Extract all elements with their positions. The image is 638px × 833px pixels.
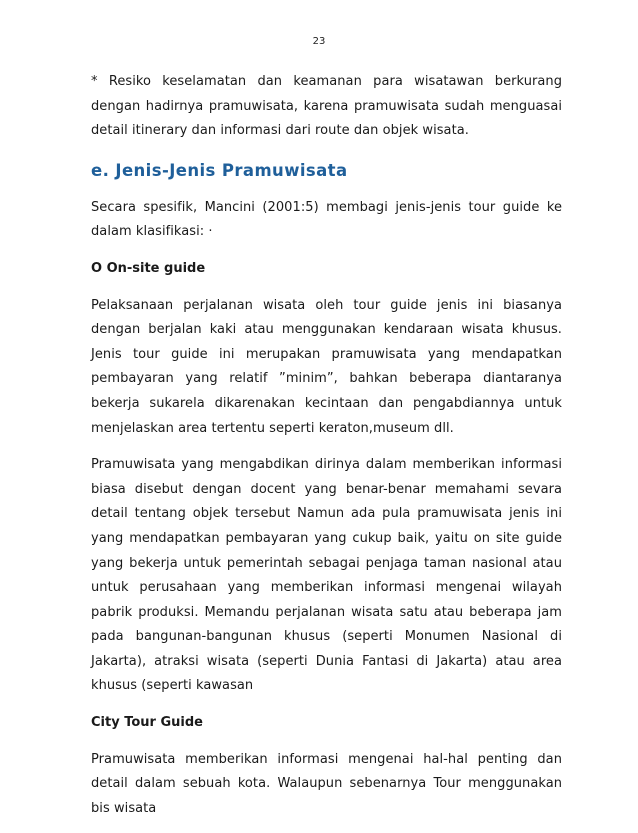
paragraph-risk: * Resiko keselamatan dan keamanan para wisatawan berkurang dengan hadirnya pramuwisata, karena pramuwisata sudah menguasai detail itinerary dan informasi dari route dan objek wisata.: [91, 74, 562, 139]
paragraph-citytour: Pramuwisata memberikan informasi mengenai hal-hal penting dan detail dalam sebuah kota. Walaupun sebenarnya Tour menggunakan bis wisata: [91, 751, 562, 816]
paragraph-docent: Pramuwisata yang mengabdikan dirinya dalam memberikan informasi biasa disebut dengan docent yang benar-benar memahami sevara detail tentang objek tersebut Namun ada pula pramuwisata jenis ini yang mendapatkan pembayaran yang cukup baik, yaitu on site guide yang bekerja untuk pemerintah sebagai penjaga taman nasional atau untuk perusahaan yang memberikan informasi mengenai wilayah pabrik produksi. Memandu perjalanan wisata satu atau beberapa jam pada bangunan-bangunan khusus (seperti Monumen Nasional di Jakarta), atraksi wisata (seperti Dunia Fantasi di Jakarta) atau area khusus (seperti kawasan: [91, 457, 562, 694]
section-heading: e. Jenis-Jenis Pramuwisata: [91, 160, 348, 180]
subheading-onsite-guide: O On-site guide: [91, 260, 206, 276]
paragraph-intro: Secara spesifik, Mancini (2001:5) membagi jenis-jenis tour guide ke dalam klasifikasi: ·: [91, 199, 562, 240]
subheading-city-tour-guide: City Tour Guide: [91, 715, 203, 731]
page-content: [91, 70, 562, 833]
paragraph-onsite: Pelaksanaan perjalanan wisata oleh tour guide jenis ini biasanya dengan berjalan kaki atau menggunakan kendaraan wisata khusus. Jenis tour guide ini merupakan pramuwisata yang mendapatkan pembayaran yang relatif ”minim”, bahkan beberapa diantaranya bekerja sukarela dikarenakan kecintaan dan pengabdiannya untuk menjelaskan area tertentu seperti keraton,museum dll.: [91, 297, 562, 436]
page-number: 23: [312, 36, 326, 47]
